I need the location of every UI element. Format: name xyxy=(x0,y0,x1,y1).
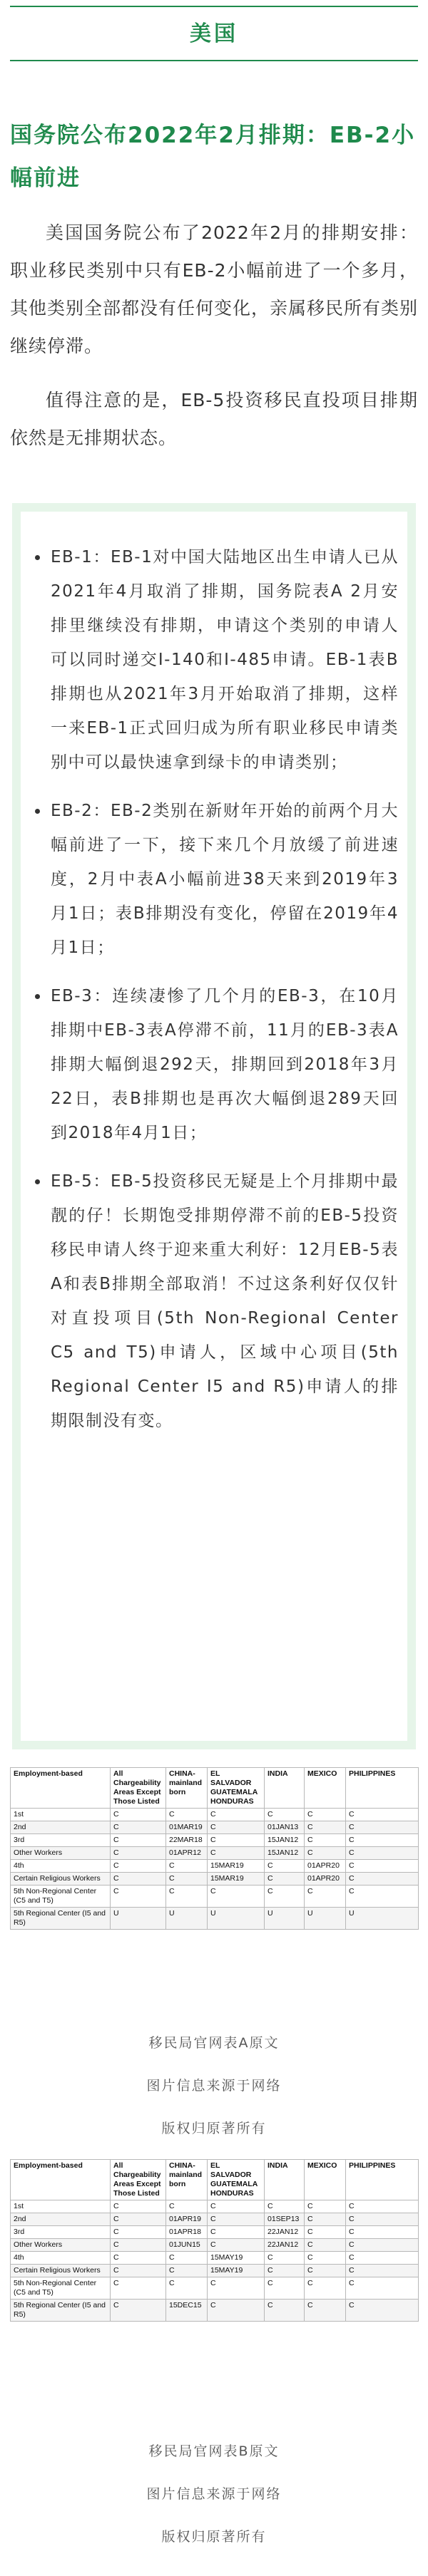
table-cell: C xyxy=(346,2200,419,2213)
column-header: Employment-based xyxy=(11,2160,111,2200)
table-cell: C xyxy=(346,1834,419,1847)
table-cell: 15MAY19 xyxy=(208,2265,265,2277)
highlight-box xyxy=(12,503,416,1749)
table-row xyxy=(11,1886,419,1908)
bullet-dot-icon xyxy=(35,994,40,999)
table-cell: C xyxy=(305,2277,346,2300)
visa-bulletin-table-b xyxy=(10,2159,418,2322)
table-cell: C xyxy=(346,2300,419,2322)
table-cell: U xyxy=(305,1908,346,1930)
table-cell: 22MAR18 xyxy=(166,1834,208,1847)
table-cell: U xyxy=(166,1908,208,1930)
table-cell: C xyxy=(305,2226,346,2239)
table-cell: C xyxy=(305,1821,346,1834)
bullet-text: EB-3：连续凄惨了几个月的EB-3，在10月排期中EB-3表A停滞不前，11月的EB-3表A排期大幅倒退292天，排期回到2018年3月22日，表B排期也是再次大幅倒退289天回到2018年4月1日； xyxy=(51,987,399,1142)
table-cell: C xyxy=(346,2265,419,2277)
table-cell: 01JUN15 xyxy=(166,2239,208,2252)
table-row xyxy=(11,1908,419,1930)
column-header: INDIA xyxy=(265,2160,305,2200)
table-row xyxy=(11,1860,419,1873)
table-cell: 01APR19 xyxy=(166,2213,208,2226)
table-cell: 01APR12 xyxy=(166,1847,208,1860)
table-row xyxy=(11,1809,419,1821)
table-cell: 15MAY19 xyxy=(208,2252,265,2265)
table-cell: 4th xyxy=(11,2252,111,2265)
table-cell: U xyxy=(111,1908,166,1930)
bullet-dot-icon xyxy=(35,555,40,560)
table-cell: C xyxy=(265,2265,305,2277)
bullet-text: EB-2：EB-2类别在新财年开始的前两个月大幅前进了一下，接下来几个月放缓了前进速度，2月中表A小幅前进38天来到2019年3月1日；表B排期没有变化，停留在2019年4月1日； xyxy=(51,802,399,957)
table-cell: C xyxy=(346,1860,419,1873)
table-cell: C xyxy=(346,2277,419,2300)
table-cell: C xyxy=(166,1873,208,1886)
table-cell: 1st xyxy=(11,1809,111,1821)
copyright-note: 版权归原著所有 xyxy=(161,2529,267,2545)
copyright-note: 版权归原著所有 xyxy=(161,2121,267,2136)
table-row xyxy=(11,2300,419,2322)
table-cell: C xyxy=(208,1847,265,1860)
bullet-list xyxy=(35,540,399,1452)
table-row xyxy=(11,2265,419,2277)
column-header: EL SALVADOR GUATEMALA HONDURAS xyxy=(208,1768,265,1809)
table-cell: 01APR20 xyxy=(305,1873,346,1886)
table-cell: C xyxy=(305,2252,346,2265)
table-cell: Other Workers xyxy=(11,2239,111,2252)
table-cell: Other Workers xyxy=(11,1847,111,1860)
article-title: 国务院公布2022年2月排期：EB-2小幅前进 xyxy=(10,123,416,191)
column-header: CHINA-mainland born xyxy=(166,1768,208,1809)
table-cell: 5th Non-Regional Center (C5 and T5) xyxy=(11,1886,111,1908)
table-cell: C xyxy=(111,1873,166,1886)
bullet-item-eb3 xyxy=(35,979,399,1150)
table-cell: C xyxy=(265,2277,305,2300)
table-cell: C xyxy=(346,2213,419,2226)
table-cell: 3rd xyxy=(11,2226,111,2239)
table-cell: C xyxy=(111,2277,166,2300)
table-cell: 01APR18 xyxy=(166,2226,208,2239)
table-row xyxy=(11,2252,419,2265)
column-header: PHILIPPINES xyxy=(346,1768,419,1809)
table-cell: C xyxy=(346,2226,419,2239)
table-cell: 01APR20 xyxy=(305,1860,346,1873)
image-source-note: 图片信息来源于网络 xyxy=(146,2486,282,2502)
table-cell: C xyxy=(208,2200,265,2213)
table-cell: C xyxy=(265,2300,305,2322)
table-cell: 2nd xyxy=(11,1821,111,1834)
table-cell: C xyxy=(111,1821,166,1834)
column-header: CHINA-mainland born xyxy=(166,2160,208,2200)
table-cell: C xyxy=(208,2213,265,2226)
table-cell: C xyxy=(305,1847,346,1860)
table-cell: C xyxy=(208,2239,265,2252)
table-cell: C xyxy=(346,2252,419,2265)
table-cell: 01SEP13 xyxy=(265,2213,305,2226)
column-header: EL SALVADOR GUATEMALA HONDURAS xyxy=(208,2160,265,2200)
table-cell: C xyxy=(346,1809,419,1821)
table-cell: 1st xyxy=(11,2200,111,2213)
table-cell: C xyxy=(111,2213,166,2226)
table-cell: C xyxy=(166,1886,208,1908)
table-cell: C xyxy=(208,2300,265,2322)
table-cell: C xyxy=(265,1886,305,1908)
table-cell: 3rd xyxy=(11,1834,111,1847)
table-cell: C xyxy=(111,1847,166,1860)
image-source-note: 图片信息来源于网络 xyxy=(146,2078,282,2094)
table-cell: C xyxy=(208,2277,265,2300)
header-bottom-rule xyxy=(10,60,418,61)
table-cell: 22JAN12 xyxy=(265,2226,305,2239)
table-b xyxy=(10,2159,419,2322)
table-cell: U xyxy=(265,1908,305,1930)
table-cell: 15JAN12 xyxy=(265,1834,305,1847)
table-cell: C xyxy=(111,1834,166,1847)
table-cell: 4th xyxy=(11,1860,111,1873)
bullet-text: EB-5：EB-5投资移民无疑是上个月排期中最靓的仔！长期饱受排期停滞不前的EB-5投资移民申请人终于迎来重大利好：12月EB-5表A和表B排期全部取消！不过这条利好仅仅针对直投项目(5th Non-Regional Center C5 and T5)申请人，区域中心项目(5th Regional Center I5 and R5)申请人的排期限制没有变。 xyxy=(51,1172,399,1430)
table-cell: C xyxy=(265,2252,305,2265)
table-a xyxy=(10,1767,419,1930)
table-cell: C xyxy=(346,1847,419,1860)
table-cell: C xyxy=(111,2239,166,2252)
table-cell: Certain Religious Workers xyxy=(11,2265,111,2277)
table-row xyxy=(11,2239,419,2252)
table-cell: C xyxy=(208,1886,265,1908)
table-cell: C xyxy=(166,1860,208,1873)
section-title: 美国 xyxy=(190,21,238,46)
table-cell: C xyxy=(166,2200,208,2213)
table-row xyxy=(11,1873,419,1886)
table-cell: C xyxy=(265,1873,305,1886)
table-cell: C xyxy=(346,1821,419,1834)
table-cell: 15JAN12 xyxy=(265,1847,305,1860)
table-cell: C xyxy=(166,2265,208,2277)
table-cell: C xyxy=(208,1834,265,1847)
table-row xyxy=(11,1847,419,1860)
table-cell: C xyxy=(166,1809,208,1821)
table-header-row xyxy=(11,1768,419,1809)
table-cell: C xyxy=(305,2265,346,2277)
table-cell: C xyxy=(305,2200,346,2213)
table-cell: C xyxy=(305,2300,346,2322)
table-cell: Certain Religious Workers xyxy=(11,1873,111,1886)
table-cell: C xyxy=(111,2200,166,2213)
bullet-item-eb5 xyxy=(35,1164,399,1438)
table-cell: 22JAN12 xyxy=(265,2239,305,2252)
table-cell: C xyxy=(111,1809,166,1821)
table-cell: C xyxy=(111,2265,166,2277)
table-cell: C xyxy=(166,2252,208,2265)
table-header-row xyxy=(11,2160,419,2200)
table-row xyxy=(11,2226,419,2239)
section-header xyxy=(10,6,418,61)
table-cell: 15MAR19 xyxy=(208,1860,265,1873)
table-cell: U xyxy=(346,1908,419,1930)
table-cell: 15DEC15 xyxy=(166,2300,208,2322)
table-cell: C xyxy=(111,2300,166,2322)
table-cell: U xyxy=(208,1908,265,1930)
table-cell: C xyxy=(305,1809,346,1821)
table-cell: C xyxy=(208,2226,265,2239)
column-header: Employment-based xyxy=(11,1768,111,1809)
table-cell: 5th Regional Center (I5 and R5) xyxy=(11,1908,111,1930)
table-cell: 15MAR19 xyxy=(208,1873,265,1886)
table-cell: C xyxy=(305,2239,346,2252)
column-header: MEXICO xyxy=(305,2160,346,2200)
table-cell: 01JAN13 xyxy=(265,1821,305,1834)
table-row xyxy=(11,1834,419,1847)
table-cell: C xyxy=(305,2213,346,2226)
table-cell: C xyxy=(265,1860,305,1873)
column-header: PHILIPPINES xyxy=(346,2160,419,2200)
column-header: All Chargeability Areas Except Those Listed xyxy=(111,2160,166,2200)
bullet-item-eb2 xyxy=(35,794,399,965)
table-cell: C xyxy=(346,1873,419,1886)
table-row xyxy=(11,2277,419,2300)
table-cell: C xyxy=(111,2252,166,2265)
column-header: All Chargeability Areas Except Those Listed xyxy=(111,1768,166,1809)
table-cell: C xyxy=(346,1886,419,1908)
table-a-caption: 移民局官网表A原文 xyxy=(148,2035,280,2051)
bullet-dot-icon xyxy=(35,1179,40,1184)
table-cell: C xyxy=(111,1860,166,1873)
intro-paragraph: 美国国务院公布了2022年2月的排期安排：职业移民类别中只有EB-2小幅前进了一个多月，其他类别全部都没有任何变化，亲属移民所有类别继续停滞。 xyxy=(10,222,419,356)
table-b-caption: 移民局官网表B原文 xyxy=(148,2443,280,2459)
visa-bulletin-table-a xyxy=(10,1767,418,1930)
table-cell: 01MAR19 xyxy=(166,1821,208,1834)
table-cell: C xyxy=(305,1834,346,1847)
table-cell: C xyxy=(265,1809,305,1821)
table-cell: 5th Non-Regional Center (C5 and T5) xyxy=(11,2277,111,2300)
table-cell: C xyxy=(111,2226,166,2239)
table-row xyxy=(11,2213,419,2226)
table-cell: 5th Regional Center (I5 and R5) xyxy=(11,2300,111,2322)
bullet-dot-icon xyxy=(35,809,40,814)
table-cell: C xyxy=(111,1886,166,1908)
table-cell: C xyxy=(208,1821,265,1834)
table-row xyxy=(11,1821,419,1834)
table-cell: C xyxy=(346,2239,419,2252)
bullet-item-eb1 xyxy=(35,540,399,780)
table-cell: C xyxy=(265,2200,305,2213)
column-header: INDIA xyxy=(265,1768,305,1809)
bullet-text: EB-1：EB-1对中国大陆地区出生申请人已从2021年4月取消了排期，国务院表A 2月安排里继续没有排期，申请这个类别的申请人可以同时递交I-140和I-485申请。EB-1表B排期也从2021年3月开始取消了排期，这样一来EB-1正式回归成为所有职业移民申请类别中可以最快速拿到绿卡的申请类别； xyxy=(51,548,399,772)
note-paragraph: 值得注意的是，EB-5投资移民直投项目排期依然是无排期状态。 xyxy=(10,390,418,448)
table-cell: C xyxy=(305,1886,346,1908)
table-row xyxy=(11,2200,419,2213)
column-header: MEXICO xyxy=(305,1768,346,1809)
table-cell: 2nd xyxy=(11,2213,111,2226)
table-cell: C xyxy=(166,2277,208,2300)
table-cell: C xyxy=(208,1809,265,1821)
